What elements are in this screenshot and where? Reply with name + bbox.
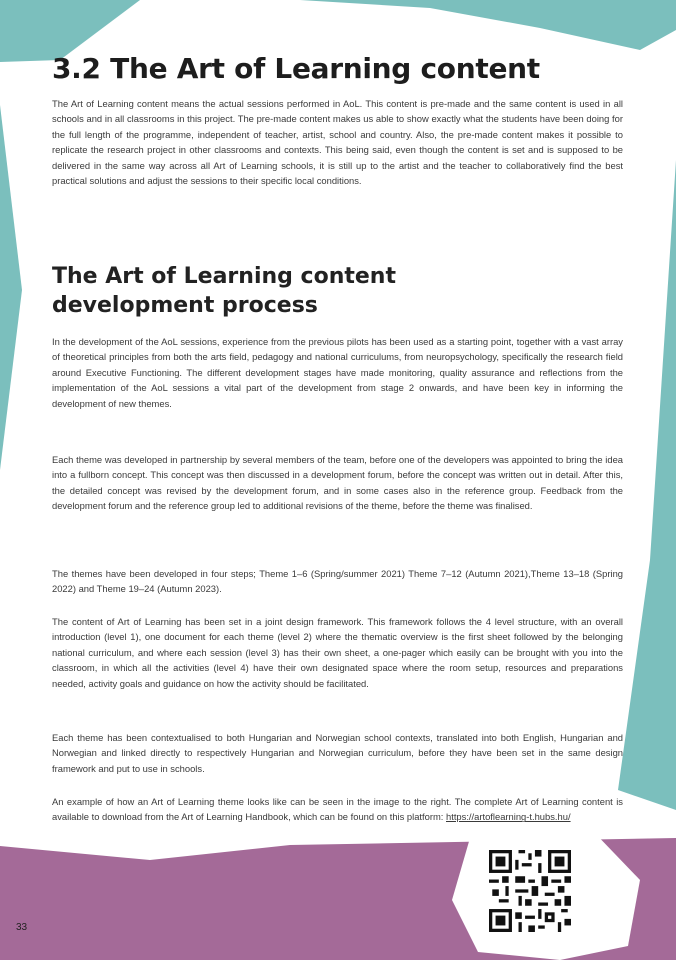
- handbook-link[interactable]: https://artoflearning-t.hubs.hu/: [446, 811, 571, 823]
- body-paragraph-1: In the development of the AoL sessions, experience from the previous pilots has been used as a starting point, together with a vast array of theoretical principles from both the arts field, pedagogy and national curriculums, from neuropsychology, specifically the research field around Executive Functioning. The different development stages have made monitoring, quality assurance and reflections from the implementation of the AoL sessions a vital part of the development from stage 2 onwards, and have been key in informing the development of new themes.: [52, 336, 623, 409]
- intro-paragraph: The Art of Learning content means the actual sessions performed in AoL. This content is pre-made and the same content is used in all schools and in all classrooms in this project. The pre-made content makes us able to show exactly what the students have been doing for the full length of the programme, independent of teacher, artist, school and country. Also, the pre-made content makes it possible to replicate the research project in other classrooms and contexts. This being said, even though the content is set and is supposed to be delivered in the same way across all Art of Learning schools, it is still up to the artist and the teacher to collaboratively find the best practical solutions and adjust the sessions to their specific local conditions.: [52, 98, 623, 187]
- section-heading: The Art of Learning content development process: [52, 264, 396, 318]
- closing-paragraph: [52, 794, 623, 825]
- page-number: 33: [16, 922, 28, 933]
- closing-text: An example of how an Art of Learning theme looks like can be seen in the image to the right. The complete Art of Learning content is available to download from the Art of Learning Handbook, which can be found on this platform:: [52, 796, 623, 823]
- body-paragraph-5: Each theme has been contextualised to both Hungarian and Norwegian school contexts, translated into both English, Hungarian and Norwegian and linked directly to respectively Hungarian and Norwegian curriculum, before they have been set in the same design framework and put to use in schools.: [52, 732, 623, 774]
- body-paragraph-2: Each theme was developed in partnership by several members of the team, before one of the developers was appointed to bring the idea into a fullborn concept. This concept was then discussed in a development forum, before the concept was written out in detail. After this, the detailed concept was revised by the development forum, and in some cases also in the reference group. Feedback from the development forum and the reference group led to additional revisions of the theme, before the theme was finalised.: [52, 454, 623, 512]
- body-paragraph-3: The themes have been developed in four steps; Theme 1–6 (Spring/summer 2021) Theme 7–12 (Autumn 2021),Theme 13–18 (Spring 2022) and Theme 19–24 (Autumn 2023).: [52, 568, 623, 595]
- qr-code: [489, 850, 571, 932]
- body-paragraph-4: The content of Art of Learning has been set in a joint design framework. This framework follows the 4 level structure, with an overall introduction (level 1), one document for each theme (level 2) where the thematic overview is the first sheet followed by the belonging national curriculum, and where each session (level 3) has their own sheet, a one-pager which easily can be brought with you into the classroom, in which all the activities (level 4) have their own designated space where the room setup, resources and preparations needed, activity goals and guidance on how the activity should be facilitated.: [52, 616, 623, 689]
- page-title: 3.2 The Art of Learning content: [52, 52, 540, 85]
